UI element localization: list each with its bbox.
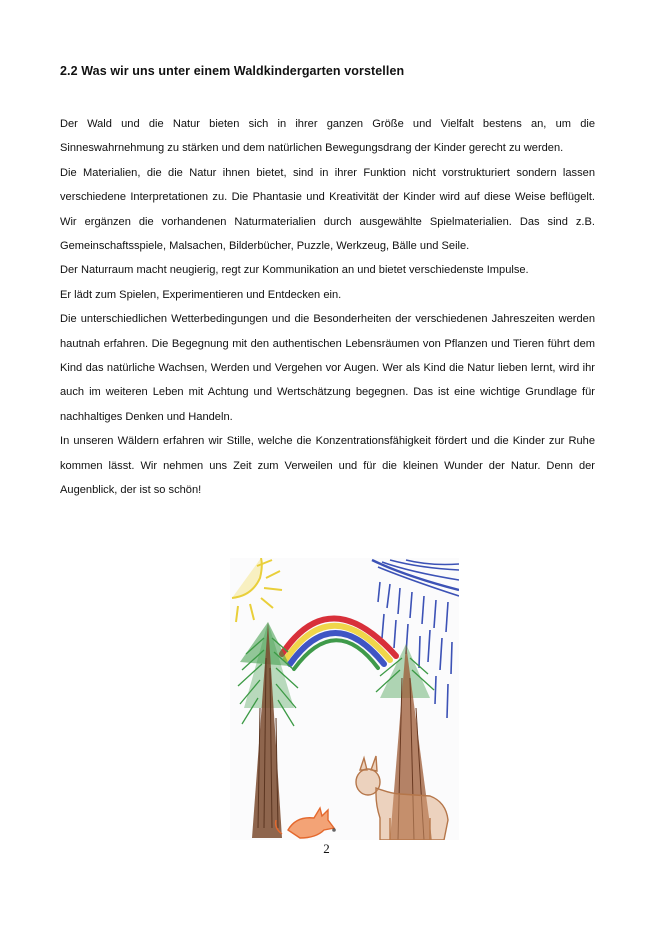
section-heading: 2.2 Was wir uns unter einem Waldkindergarten vorstellen <box>60 64 405 78</box>
page-number: 2 <box>323 841 330 856</box>
drawing-canvas <box>230 558 459 840</box>
child-drawing <box>230 558 459 840</box>
paragraph: Der Naturraum macht neugierig, regt zur Kommunikation an und bietet verschiedenste Impulse. <box>60 264 529 277</box>
paragraph: Er lädt zum Spielen, Experimentieren und Entdecken ein. <box>60 288 342 301</box>
sun-drawing <box>232 558 282 622</box>
paragraph: In unseren Wäldern erfahren wir Stille, welche die Konzentrationsfähigkeit fördert und die Kinder zur Ruhe kommen lässt. Wir nehmen uns Zeit zum Verweilen und für die kleinen Wunder der Natur. Denn der Augenblick, der ist so schön! <box>60 435 595 497</box>
paragraph: Die unterschiedlichen Wetterbedingungen und die Besonderheiten der verschiedenen Jahreszeiten werden hautnah erfahren. Die Begegnung mit den authentischen Lebensräumen von Pflanzen und Tieren führt dem Kind das natürliche Wachsen, Werden und Vergehen vor Augen. Wer als Kind die Natur lieben lernt, wird ihr auch im weiteren Leben mit Achtung und Wertschätzung begegnen. Das ist eine wichtige Grundlage für nachhaltiges Denken und Handeln. <box>60 313 595 423</box>
fox-drawing <box>276 808 336 838</box>
paragraph: Der Wald und die Natur bieten sich in ihrer ganzen Größe und Vielfalt bestens an, um die Sinneswahrnehmung zu stärken und dem natürlichen Bewegungsdrang der Kinder gerecht zu werden. <box>60 118 595 155</box>
paragraph: Die Materialien, die die Natur ihnen bietet, sind in ihrer Funktion nicht vorstrukturiert sondern lassen verschiedene Interpretationen zu. Die Phantasie und Kreativität der Kinder wird auf diese Weise beflügelt. Wir ergänzen die vorhandenen Naturmaterialien durch ausgewählte Spielmaterialien. Das sind z.B. Gemeinschaftsspiele, Malsachen, Bilderbücher, Puzzle, Werkzeug, Bälle und Seile. <box>60 166 595 253</box>
body-text <box>60 112 595 503</box>
rainbow-drawing <box>282 618 396 669</box>
